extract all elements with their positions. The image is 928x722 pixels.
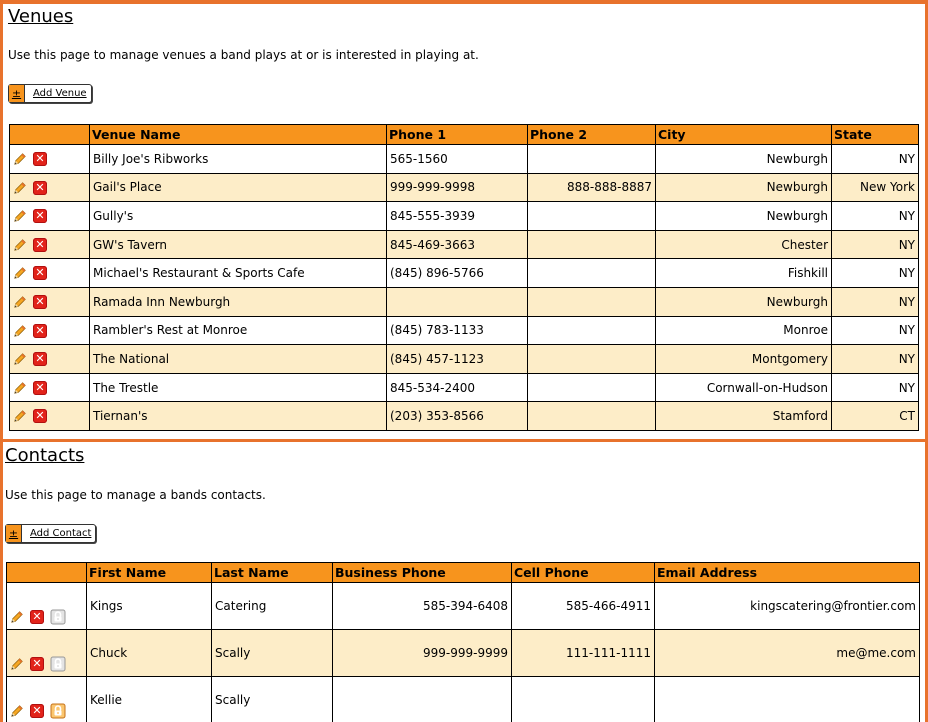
venue-city: Montgomery [656,345,832,374]
row-actions [10,145,90,174]
contacts-header-email[interactable]: Email Address [655,563,920,583]
venues-header-name[interactable]: Venue Name [90,125,387,145]
venue-row [10,287,919,316]
venue-row [10,202,919,231]
venue-city: Fishkill [656,259,832,288]
row-actions [7,630,87,677]
pencil-icon[interactable] [10,610,24,624]
contact-first-name: Chuck [87,630,212,677]
venue-row [10,345,919,374]
contacts-panel [0,442,928,722]
contact-row [7,583,920,630]
delete-x-icon[interactable]: ✕ [30,704,44,718]
contact-row [7,677,920,722]
venue-phone1: (845) 783-1133 [387,316,528,345]
row-actions [10,287,90,316]
venue-row [10,259,919,288]
venue-row [10,316,919,345]
contacts-header-last[interactable]: Last Name [212,563,333,583]
contacts-table [6,562,920,722]
venue-phone2 [528,287,656,316]
venue-row [10,173,919,202]
pencil-icon[interactable] [13,409,27,423]
pencil-icon[interactable] [13,381,27,395]
venue-name: Rambler's Rest at Monroe [90,316,387,345]
venue-phone1: (845) 457-1123 [387,345,528,374]
venue-name: The Trestle [90,373,387,402]
add-contact-button[interactable] [5,524,96,543]
venues-description: Use this page to manage venues a band plays at or is interested in playing at. [8,48,479,62]
delete-x-icon[interactable]: ✕ [33,209,47,223]
venue-phone1: 999-999-9998 [387,173,528,202]
delete-x-icon[interactable]: ✕ [33,324,47,338]
contact-row [7,630,920,677]
venues-header-city[interactable]: City [656,125,832,145]
pencil-icon[interactable] [13,238,27,252]
contact-last-name: Scally [212,630,333,677]
contacts-header-first[interactable]: First Name [87,563,212,583]
row-actions [10,173,90,202]
venues-header-phone1[interactable]: Phone 1 [387,125,528,145]
venue-phone2 [528,145,656,174]
venue-phone2 [528,259,656,288]
pencil-icon[interactable] [13,266,27,280]
delete-x-icon[interactable]: ✕ [30,657,44,671]
venue-city: Newburgh [656,145,832,174]
venue-phone1: 565-1560 [387,145,528,174]
add-venue-label: Add Venue [33,88,87,99]
delete-x-icon[interactable]: ✕ [33,409,47,423]
row-actions [10,202,90,231]
delete-x-icon[interactable]: ✕ [33,152,47,166]
venue-phone2 [528,345,656,374]
venue-name: GW's Tavern [90,230,387,259]
venue-phone2 [528,230,656,259]
venues-header-state[interactable]: State [832,125,919,145]
contact-last-name: Catering [212,583,333,630]
venue-state: NY [832,345,919,374]
contacts-header-business[interactable]: Business Phone [333,563,512,583]
venue-name: Ramada Inn Newburgh [90,287,387,316]
add-icon: ± [9,85,25,102]
venues-header-row [10,125,919,145]
contacts-header-actions [7,563,87,583]
row-actions [7,677,87,722]
venue-row [10,402,919,431]
add-contact-label: Add Contact [30,528,92,539]
contact-business-phone: 585-394-6408 [333,583,512,630]
venue-state: NY [832,145,919,174]
venue-name: Gail's Place [90,173,387,202]
venue-city: Stamford [656,402,832,431]
lock-icon[interactable] [50,656,66,672]
pencil-icon[interactable] [10,657,24,671]
venue-name: Billy Joe's Ribworks [90,145,387,174]
venues-table [9,124,919,431]
venue-state: New York [832,173,919,202]
contact-email[interactable]: kingscatering@frontier.com [655,583,920,630]
venue-phone2 [528,202,656,231]
pencil-icon[interactable] [13,181,27,195]
contacts-header-cell[interactable]: Cell Phone [512,563,655,583]
venue-state: NY [832,202,919,231]
delete-x-icon[interactable]: ✕ [30,610,44,624]
venue-state: NY [832,316,919,345]
venue-state: NY [832,259,919,288]
contacts-title: Contacts [5,445,85,466]
delete-x-icon[interactable]: ✕ [33,266,47,280]
pencil-icon[interactable] [13,324,27,338]
pencil-icon[interactable] [13,152,27,166]
pencil-icon[interactable] [10,704,24,718]
venue-city: Monroe [656,316,832,345]
venues-header-actions [10,125,90,145]
contact-cell-phone: 111-111-1111 [512,630,655,677]
venues-header-phone2[interactable]: Phone 2 [528,125,656,145]
delete-x-icon[interactable]: ✕ [33,352,47,366]
venue-phone1: (203) 353-8566 [387,402,528,431]
add-icon: ± [6,525,22,542]
venue-city: Newburgh [656,173,832,202]
venue-phone2: 888-888-8887 [528,173,656,202]
pencil-icon[interactable] [13,209,27,223]
venue-state: NY [832,287,919,316]
venue-city: Cornwall-on-Hudson [656,373,832,402]
row-actions [10,259,90,288]
venue-phone1 [387,287,528,316]
row-actions [10,230,90,259]
venue-name: Tiernan's [90,402,387,431]
venue-phone2 [528,316,656,345]
contact-business-phone [333,677,512,722]
row-actions [10,402,90,431]
venue-row [10,230,919,259]
venue-city: Chester [656,230,832,259]
venue-state: CT [832,402,919,431]
venue-name: Michael's Restaurant & Sports Cafe [90,259,387,288]
venue-phone2 [528,402,656,431]
contact-cell-phone [512,677,655,722]
venue-name: The National [90,345,387,374]
contacts-description: Use this page to manage a bands contacts. [5,488,266,502]
row-actions [7,583,87,630]
add-venue-button[interactable] [8,84,92,103]
contact-business-phone: 999-999-9999 [333,630,512,677]
venue-row [10,373,919,402]
delete-x-icon[interactable]: ✕ [33,238,47,252]
pencil-icon[interactable] [13,352,27,366]
venue-phone1: 845-555-3939 [387,202,528,231]
venues-title: Venues [8,6,74,27]
venue-state: NY [832,230,919,259]
contact-first-name: Kellie [87,677,212,722]
pencil-icon[interactable] [13,295,27,309]
row-actions [10,373,90,402]
venue-phone1: 845-469-3663 [387,230,528,259]
delete-x-icon[interactable]: ✕ [33,381,47,395]
venue-name: Gully's [90,202,387,231]
lock-icon[interactable] [50,703,66,719]
lock-icon[interactable] [50,609,66,625]
contact-cell-phone: 585-466-4911 [512,583,655,630]
contact-last-name: Scally [212,677,333,722]
delete-x-icon[interactable]: ✕ [33,295,47,309]
row-actions [10,316,90,345]
contacts-header-row [7,563,920,583]
contact-first-name: Kings [87,583,212,630]
venue-phone1: 845-534-2400 [387,373,528,402]
delete-x-icon[interactable]: ✕ [33,181,47,195]
contact-email[interactable]: me@me.com [655,630,920,677]
venue-city: Newburgh [656,287,832,316]
venue-phone2 [528,373,656,402]
venue-city: Newburgh [656,202,832,231]
venue-state: NY [832,373,919,402]
contact-email[interactable] [655,677,920,722]
row-actions [10,345,90,374]
venue-row [10,145,919,174]
venue-phone1: (845) 896-5766 [387,259,528,288]
